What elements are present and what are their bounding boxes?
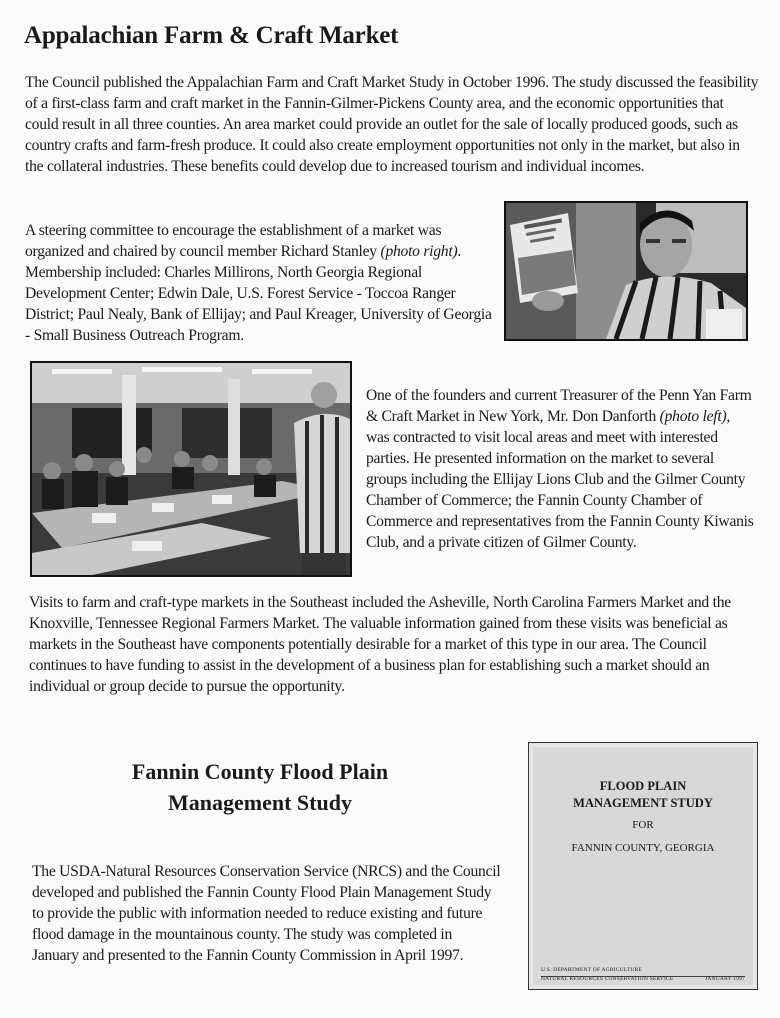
cover-county: FANNIN COUNTY, GEORGIA <box>571 842 715 854</box>
text-segment: One of the founders and current Treasurer of the Penn Yan Farm & Craft Market in New York, Mr. Don Danforth <box>366 387 752 425</box>
cover-footer-date: JANUARY 1997 <box>705 976 745 982</box>
photo-illustration <box>506 203 746 339</box>
section-title-flood-plain-line2: Management Study <box>168 790 352 815</box>
cover-for: FOR <box>632 819 654 831</box>
paragraph-steering-committee <box>25 220 495 346</box>
text-segment: A steering committee to encourage the establishment of a market was organized and chaired by council member Richard Stanley <box>25 222 442 260</box>
photo-committee-chair <box>504 201 748 341</box>
section-title-flood-plain-line1: Fannin County Flood Plain <box>131 759 389 784</box>
paragraph-market-visits: Visits to farm and craft-type markets in the Southeast included the Asheville, North Carolina Farmers Market and the Knoxville, Tennessee Regional Farmers Market. The valuable information gained from these visits was beneficial as markets in the Southeast have components potentially desirable for a market of this type in our area. The Council continues to have funding to assist in the development of a business plan for establishing such a market should an individual or group decide to pursue the opportunity. <box>29 594 731 695</box>
cover-footer-agency: U.S. DEPARTMENT OF AGRICULTURE <box>541 967 642 973</box>
paragraph-market-study: The Council published the Appalachian Farm and Craft Market Study in October 1996. The study discussed the feasibility of a first-class farm and craft market in the Fannin-Gilmer-Pickens County area, and the economic opportunities that could result in all three counties. An area market could provide an outlet for the sale of locally produced goods, such as country crafts and farm-fresh produce. It could also create employment opportunities not only in the market, but also in the collateral industries. These benefits could develop due to increased tourism and individual incomes. <box>25 74 759 175</box>
text-segment: . Membership included: Charles Millirons, North Georgia Regional Development Center; Edwin Dale, U.S. Forest Service - Toccoa Ranger District; Paul Nealy, Bank of Ellijay; and Paul Kreager, University of Georgia - Small Business Outreach Program. <box>25 243 492 344</box>
photo-meeting <box>30 361 352 577</box>
text-segment: , was contracted to visit local areas and meet with interested parties. He presented information on the market to several groups including the Ellijay Lions Club and the Gilmer County Chamber of Commerce; the Fannin County Chamber of Commerce and representatives from the Fannin County Kiwanis Club, and a private citizen of Gilmer County. <box>366 408 754 551</box>
cover-footer-service: NATURAL RESOURCES CONSERVATION SERVICE <box>541 976 674 982</box>
photo-reference-left: (photo left) <box>659 408 727 425</box>
photo-illustration <box>32 363 350 575</box>
study-cover-image <box>528 742 758 990</box>
paragraph-danforth-visit <box>366 385 756 553</box>
section-title-farm-market: Appalachian Farm & Craft Market <box>24 22 399 49</box>
paragraph-flood-plain-study: The USDA-Natural Resources Conservation Service (NRCS) and the Council developed and published the Fannin County Flood Plain Management Study to provide the public with information needed to reduce existing and future flood damage in the mountainous county. The study was completed in January and presented to the Fannin County Commission in April 1997. <box>32 863 501 964</box>
cover-title-line2: MANAGEMENT STUDY <box>573 796 713 810</box>
photo-reference-right: (photo right) <box>380 243 458 260</box>
cover-title-line1: FLOOD PLAIN <box>599 779 687 793</box>
